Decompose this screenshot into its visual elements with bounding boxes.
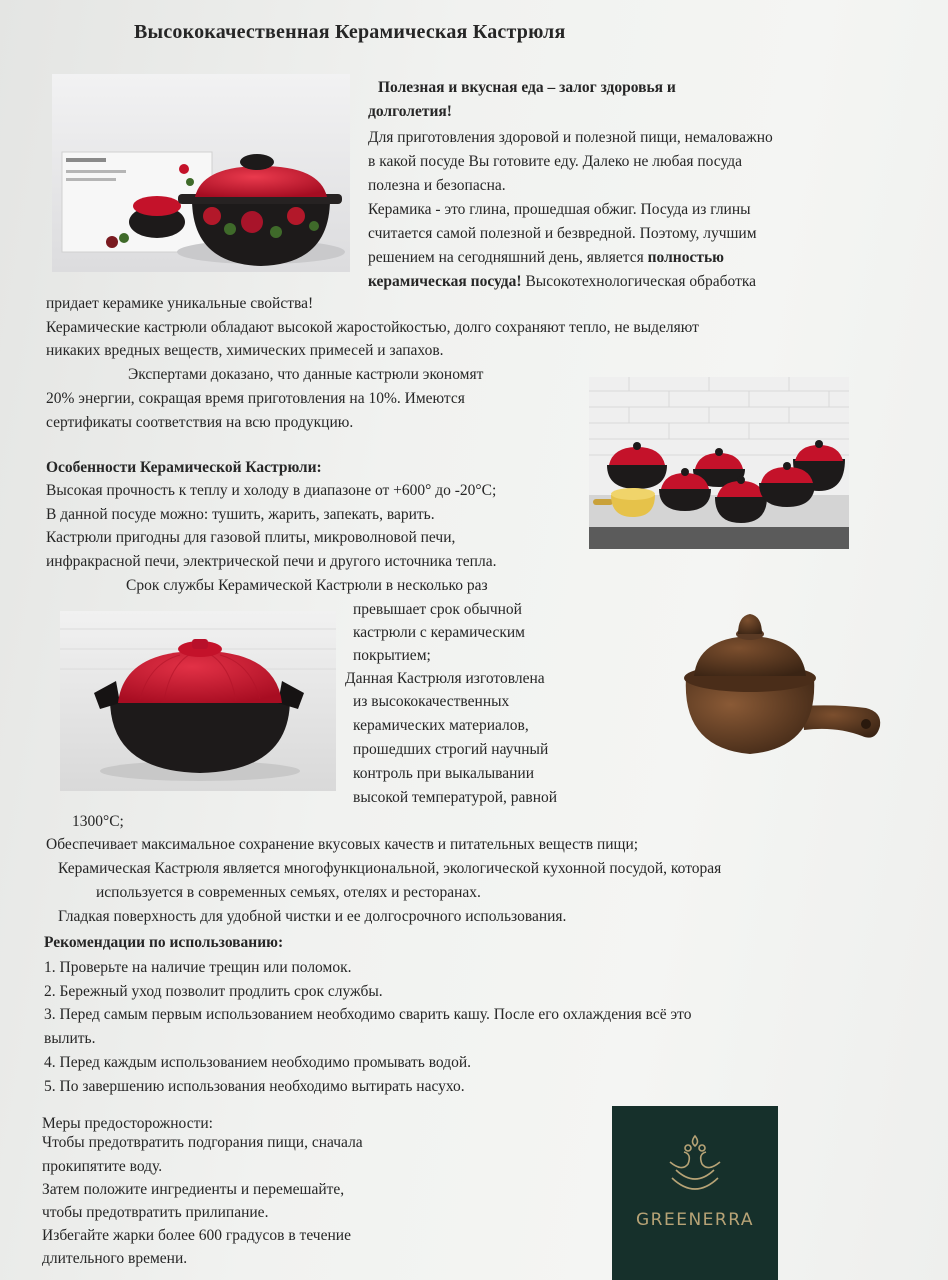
- features-bottom-line: Обеспечивает максимальное сохранение вкусовых качеств и питательных веществ пищи;: [46, 836, 639, 853]
- intro-heading-line-1: Полезная и вкусная еда – залог здоровья и: [378, 79, 676, 96]
- intro-line: в какой посуде Вы готовите еду. Далеко не любая посуда: [368, 153, 743, 170]
- recommendation-item: 3. Перед самым первым использованием необходимо сварить кашу. После его охлаждения всё это: [44, 1006, 692, 1023]
- intro-emphasis: полностью: [647, 249, 724, 266]
- recommendation-item: вылить.: [44, 1030, 96, 1047]
- intro-wide-line: Керамические кастрюли обладают высокой жаростойкостью, долго сохраняют тепло, не выделяют: [46, 319, 699, 336]
- features-line: Срок службы Керамической Кастрюли в несколько раз: [126, 577, 488, 594]
- precaution-line: длительного времени.: [42, 1250, 188, 1267]
- precaution-line: Чтобы предотвратить подгорания пищи, сначала: [42, 1134, 363, 1151]
- features-column-line: Данная Кастрюля изготовлена: [345, 670, 545, 687]
- features-heading: Особенности Керамической Кастрюли:: [46, 459, 322, 476]
- brand-emblem-icon: [612, 1106, 778, 1226]
- features-line: Кастрюли пригодны для газовой плиты, микроволновой печи,: [46, 529, 456, 546]
- features-column-line: покрытием;: [353, 647, 431, 664]
- features-bottom-line: Керамическая Кастрюля является многофункциональной, экологической кухонной посудой, которая: [58, 860, 722, 877]
- features-bottom-line: используется в современных семьях, отелях и ресторанах.: [96, 884, 481, 901]
- photo-pot-set: [589, 377, 849, 549]
- recommendation-item: 2. Бережный уход позволит продлить срок службы.: [44, 983, 383, 1000]
- temperature-value: 1300°C;: [72, 813, 124, 830]
- intro-line: Для приготовления здоровой и полезной пищи, немаловажно: [368, 129, 773, 146]
- intro-heading-line-2: долголетия!: [368, 103, 452, 120]
- features-line: инфракрасной печи, электрической печи и другого источника тепла.: [46, 553, 497, 570]
- brand-logo: [612, 1106, 778, 1280]
- features-column-line: контроль при выкалывании: [353, 765, 535, 782]
- intro-line: считается самой полезной и безвредной. Поэтому, лучшим: [368, 225, 757, 242]
- intro-line: Керамика - это глина, прошедшая обжиг. Посуда из глины: [368, 201, 751, 218]
- features-column-line: кастрюли с керамическим: [353, 624, 525, 641]
- features-line: Высокая прочность к теплу и холоду в диапазоне от +600° до -20°C;: [46, 482, 497, 499]
- features-line: В данной посуде можно: тушить, жарить, запекать, варить.: [46, 506, 435, 523]
- experts-line: 20% энергии, сокращая время приготовления на 10%. Имеются: [46, 390, 465, 407]
- page-title: Высококачественная Керамическая Кастрюля: [134, 21, 566, 43]
- intro-wide-line: придает керамике уникальные свойства!: [46, 295, 314, 312]
- features-column-line: из высококачественных: [353, 693, 510, 710]
- features-column-line: превышает срок обычной: [353, 601, 522, 618]
- features-bottom-line: Гладкая поверхность для удобной чистки и ее долгосрочного использования.: [58, 908, 567, 925]
- intro-wide-line: никаких вредных веществ, химических примесей и запахов.: [46, 342, 444, 359]
- experts-line: Экспертами доказано, что данные кастрюли экономят: [128, 366, 484, 383]
- intro-line-with-emphasis: [368, 248, 724, 268]
- photo-red-pot-with-box: [52, 74, 350, 272]
- photo-black-pot-red-lid: [60, 611, 336, 791]
- precautions-heading: Меры предосторожности:: [42, 1115, 213, 1132]
- photo-brown-clay-pot: [676, 608, 888, 768]
- recommendation-item: 5. По завершению использования необходимо вытирать насухо.: [44, 1078, 465, 1095]
- precaution-line: Избегайте жарки более 600 градусов в течение: [42, 1227, 351, 1244]
- precaution-line: Затем положите ингредиенты и перемешайте,: [42, 1181, 345, 1198]
- precaution-line: прокипятите воду.: [42, 1158, 163, 1175]
- recommendation-item: 1. Проверьте на наличие трещин или поломок.: [44, 959, 352, 976]
- features-column-line: прошедших строгий научный: [353, 741, 549, 758]
- intro-line: решением на сегодняшний день, является: [368, 249, 644, 266]
- brand-name: GREENERRA: [636, 1210, 754, 1230]
- features-column-line: высокой температурой, равной: [353, 789, 558, 806]
- intro-line: полезна и безопасна.: [368, 177, 506, 194]
- intro-line-with-emphasis: [368, 272, 756, 292]
- recommendation-item: 4. Перед каждым использованием необходимо промывать водой.: [44, 1054, 472, 1071]
- recommendations-heading: Рекомендации по использованию:: [44, 934, 284, 951]
- intro-line: Высокотехнологическая обработка: [521, 273, 757, 290]
- intro-emphasis: керамическая посуда!: [368, 273, 522, 290]
- features-column-line: керамических материалов,: [353, 717, 529, 734]
- experts-line: сертификаты соответствия на всю продукцию.: [46, 414, 354, 431]
- precaution-line: чтобы предотвратить прилипание.: [42, 1204, 269, 1221]
